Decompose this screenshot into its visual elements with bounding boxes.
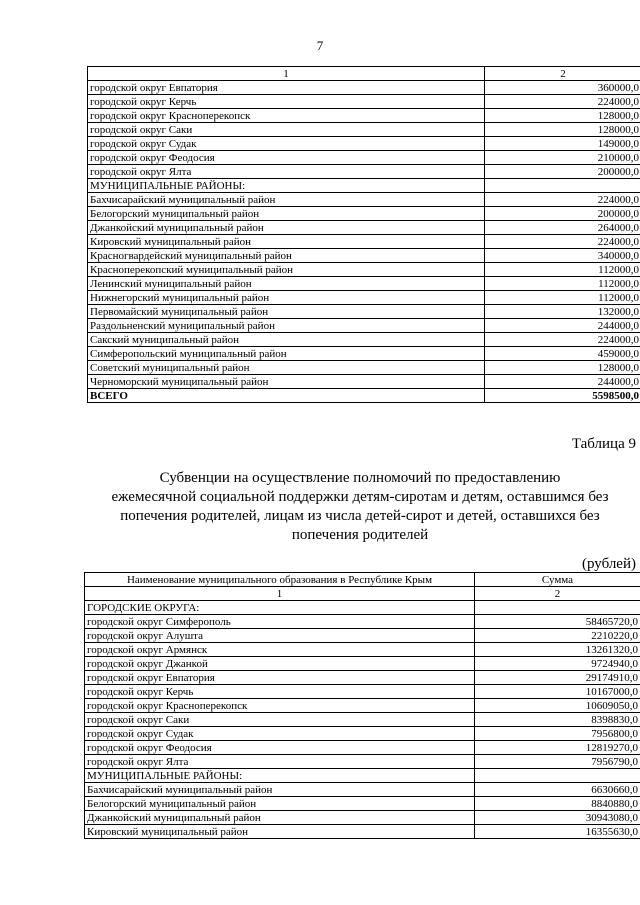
row-name: Красногвардейский муниципальный район xyxy=(88,249,485,263)
row-value: 16355630,0 xyxy=(475,825,640,839)
table-row xyxy=(88,263,640,277)
row-value: 149000,0 xyxy=(485,137,640,151)
table-row xyxy=(88,193,640,207)
table-row xyxy=(85,713,640,727)
row-value: 58465720,0 xyxy=(475,615,640,629)
total-value: 5598500,0 xyxy=(485,389,640,403)
row-value: 224000,0 xyxy=(485,95,640,109)
page-number: 7 xyxy=(316,38,324,53)
total-label: ВСЕГО xyxy=(88,389,485,403)
table-row xyxy=(85,657,640,671)
row-value: 112000,0 xyxy=(485,291,640,305)
row-value: 112000,0 xyxy=(485,263,640,277)
row-name: городской округ Красноперекопск xyxy=(88,109,485,123)
table-row xyxy=(85,825,640,839)
row-value xyxy=(475,601,640,615)
row-value: 360000,0 xyxy=(485,81,640,95)
row-value: 9724940,0 xyxy=(475,657,640,671)
row-name: Симферопольский муниципальный район xyxy=(88,347,485,361)
row-name: Ленинский муниципальный район xyxy=(88,277,485,291)
heading-line: попечения родителей xyxy=(291,527,429,543)
row-name: Джанкойский муниципальный район xyxy=(88,221,485,235)
row-name: Кировский муниципальный район xyxy=(88,235,485,249)
table-header-row xyxy=(85,573,640,587)
row-name: городской округ Судак xyxy=(88,137,485,151)
column-number-2: 2 xyxy=(485,67,640,81)
row-value: 10167000,0 xyxy=(475,685,640,699)
row-name: Нижнегорский муниципальный район xyxy=(88,291,485,305)
table-label: Таблица 9 xyxy=(571,436,636,452)
row-value: 2210220,0 xyxy=(475,629,640,643)
row-value: 340000,0 xyxy=(485,249,640,263)
row-value: 459000,0 xyxy=(485,347,640,361)
row-name: Бахчисарайский муниципальный район xyxy=(85,783,475,797)
row-value: 200000,0 xyxy=(485,165,640,179)
table-row xyxy=(85,601,640,615)
row-name: городской округ Керчь xyxy=(85,685,475,699)
row-name: городской округ Алушта xyxy=(85,629,475,643)
row-value: 224000,0 xyxy=(485,235,640,249)
row-name: городской округ Армянск xyxy=(85,643,475,657)
column-header-sum: Сумма xyxy=(475,573,640,587)
row-name: городской округ Ялта xyxy=(88,165,485,179)
row-value: 210000,0 xyxy=(485,151,640,165)
table-row xyxy=(88,179,640,193)
row-name: ГОРОДСКИЕ ОКРУГА: xyxy=(85,601,475,615)
column-number-1: 1 xyxy=(88,67,485,81)
table-row xyxy=(88,277,640,291)
table-row xyxy=(85,741,640,755)
table-row xyxy=(85,615,640,629)
column-number-1: 1 xyxy=(85,587,475,601)
row-name: городской округ Феодосия xyxy=(85,741,475,755)
row-value: 8840880,0 xyxy=(475,797,640,811)
row-value: 30943080,0 xyxy=(475,811,640,825)
table-row xyxy=(88,235,640,249)
table-row xyxy=(88,333,640,347)
row-value: 7956800,0 xyxy=(475,727,640,741)
row-value: 6630660,0 xyxy=(475,783,640,797)
table-number-row xyxy=(85,587,640,601)
row-name: Джанкойский муниципальный район xyxy=(85,811,475,825)
row-name: городской округ Ялта xyxy=(85,755,475,769)
table-header-row xyxy=(88,67,640,81)
table-row xyxy=(88,305,640,319)
row-value: 128000,0 xyxy=(485,109,640,123)
table-row xyxy=(88,375,640,389)
table-row xyxy=(85,769,640,783)
row-value: 112000,0 xyxy=(485,277,640,291)
row-name: городской округ Саки xyxy=(85,713,475,727)
row-value: 10609050,0 xyxy=(475,699,640,713)
heading-line: попечения родителей, лицам из числа детей-сирот и детей, оставшихся без xyxy=(120,508,600,524)
row-name: Белогорский муниципальный район xyxy=(85,797,475,811)
table-row xyxy=(85,699,640,713)
column-number-2: 2 xyxy=(475,587,640,601)
table-row xyxy=(85,685,640,699)
table-heading xyxy=(80,469,640,545)
row-value xyxy=(475,769,640,783)
row-name: Черноморский муниципальный район xyxy=(88,375,485,389)
row-value: 128000,0 xyxy=(485,123,640,137)
heading-line: ежемесячной социальной поддержки детям-сиротам и детям, оставшимся без xyxy=(111,489,609,505)
table-row xyxy=(85,755,640,769)
row-name: Раздольненский муниципальный район xyxy=(88,319,485,333)
row-value: 244000,0 xyxy=(485,375,640,389)
table-row xyxy=(88,207,640,221)
table-row xyxy=(85,727,640,741)
table-row xyxy=(88,249,640,263)
table-row xyxy=(85,643,640,657)
row-name: городской округ Керчь xyxy=(88,95,485,109)
row-name: Бахчисарайский муниципальный район xyxy=(88,193,485,207)
row-name: городской округ Евпатория xyxy=(85,671,475,685)
table-row xyxy=(85,811,640,825)
row-name: МУНИЦИПАЛЬНЫЕ РАЙОНЫ: xyxy=(88,179,485,193)
row-value: 12819270,0 xyxy=(475,741,640,755)
row-name: Первомайский муниципальный район xyxy=(88,305,485,319)
table-row xyxy=(88,221,640,235)
table-row xyxy=(88,137,640,151)
row-value: 200000,0 xyxy=(485,207,640,221)
row-value: 224000,0 xyxy=(485,333,640,347)
table-row xyxy=(88,291,640,305)
table-row xyxy=(88,319,640,333)
table-row xyxy=(88,95,640,109)
table-row xyxy=(88,151,640,165)
table-row xyxy=(85,783,640,797)
row-name: городской округ Судак xyxy=(85,727,475,741)
row-value: 29174910,0 xyxy=(475,671,640,685)
row-name: Советский муниципальный район xyxy=(88,361,485,375)
table-row xyxy=(88,165,640,179)
table-row xyxy=(85,797,640,811)
row-name: городской округ Феодосия xyxy=(88,151,485,165)
row-name: городской округ Симферополь xyxy=(85,615,475,629)
row-name: городской округ Красноперекопск xyxy=(85,699,475,713)
units-label: (рублей) xyxy=(581,556,636,572)
table-row xyxy=(88,123,640,137)
row-name: городской округ Саки xyxy=(88,123,485,137)
row-value: 7956790,0 xyxy=(475,755,640,769)
table-row xyxy=(88,109,640,123)
table-row xyxy=(85,629,640,643)
row-name: Белогорский муниципальный район xyxy=(88,207,485,221)
row-value: 8398830,0 xyxy=(475,713,640,727)
table-row xyxy=(88,361,640,375)
row-value: 128000,0 xyxy=(485,361,640,375)
subvention-table xyxy=(84,572,640,839)
row-name: городской округ Евпатория xyxy=(88,81,485,95)
row-value: 13261320,0 xyxy=(475,643,640,657)
column-header-name: Наименование муниципального образования в Республике Крым xyxy=(85,573,475,587)
heading-line: Субвенции на осуществление полномочий по предоставлению xyxy=(159,470,561,486)
row-value: 224000,0 xyxy=(485,193,640,207)
table-row xyxy=(85,671,640,685)
row-name: городской округ Джанкой xyxy=(85,657,475,671)
row-name: Кировский муниципальный район xyxy=(85,825,475,839)
total-row xyxy=(88,389,640,403)
row-value: 244000,0 xyxy=(485,319,640,333)
row-name: Красноперекопский муниципальный район xyxy=(88,263,485,277)
allocation-table xyxy=(87,66,640,403)
row-value: 264000,0 xyxy=(485,221,640,235)
row-value xyxy=(485,179,640,193)
row-name: Сакский муниципальный район xyxy=(88,333,485,347)
row-name: МУНИЦИПАЛЬНЫЕ РАЙОНЫ: xyxy=(85,769,475,783)
row-value: 132000,0 xyxy=(485,305,640,319)
table-row xyxy=(88,81,640,95)
table-row xyxy=(88,347,640,361)
